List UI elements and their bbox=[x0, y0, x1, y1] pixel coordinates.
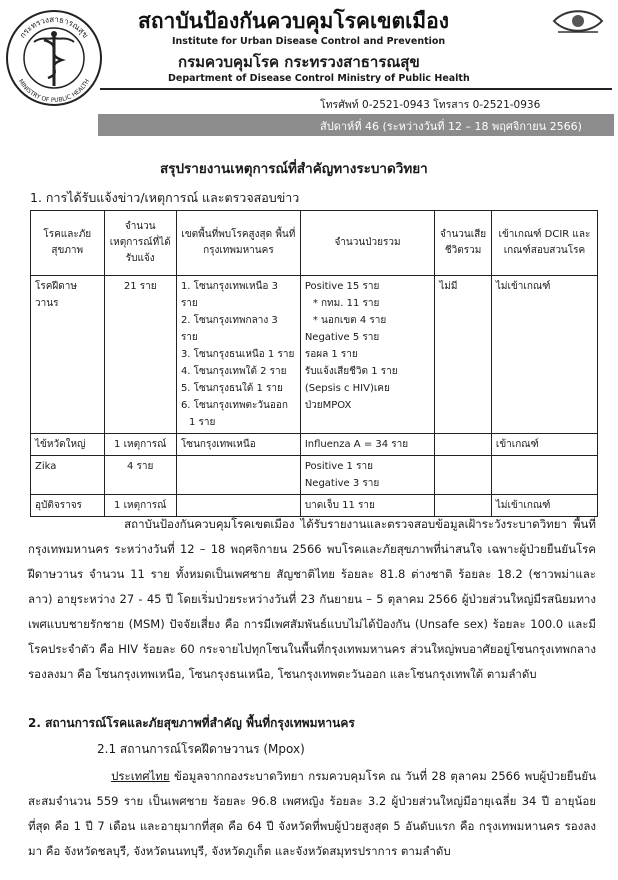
institute-name-th: สถาบันป้องกันควบคุมโรคเขตเมือง bbox=[138, 8, 450, 33]
seal-bottom-text: MINISTRY OF PUBLIC HEALTH bbox=[16, 78, 92, 105]
area-cell bbox=[176, 276, 300, 434]
table-row bbox=[31, 276, 598, 434]
institute-name-en: Institute for Urban Disease Control and Prevention bbox=[172, 36, 446, 47]
subsection-2-1-heading: 2.1 สถานการณ์โรคฝีดาษวานร (Mpox) bbox=[97, 742, 305, 756]
thailand-paragraph bbox=[28, 764, 596, 864]
events-cell: 21 ราย bbox=[104, 276, 176, 434]
contact-info: โทรศัพท์ 0-2521-0943 โทรสาร 0-2521-0936 bbox=[320, 99, 541, 111]
thailand-text: ข้อมูลจากกองระบาดวิทยา กรมควบคุมโรค ณ วันที่ 28 ตุลาคม 2566 พบผู้ป่วยยืนยันสะสมจำนวน 559 ราย เป็นเพศชาย ร้อยละ 96.8 เพศหญิง ร้อยละ 3.2 ผู้ป่วยส่วนใหญ่มีอายุเฉลี่ย 34 ปี อายุน้อยที่สุด คือ 1 ปี 7 เดือน และอายุมากที่สุด คือ 64 ปี จังหวัดที่พบผู้ป่วยสูงสุด 5 อันดับแรก คือ กรุงเทพมหานคร รองลงมา คือ จังหวัดชลบุรี, จังหวัดนนทบุรี, จังหวัดภูเก็ต และจังหวัดสมุทรปราการ ตามลำดับ bbox=[28, 769, 596, 858]
institute-eye-logo-icon bbox=[548, 6, 608, 36]
deaths-cell bbox=[435, 456, 492, 495]
cases-cell bbox=[300, 276, 434, 434]
criteria-cell bbox=[491, 456, 597, 495]
seal-top-text: กระทรวงสาธารณสุข bbox=[17, 14, 91, 40]
disease-cell: อุบัติจราจร bbox=[31, 495, 105, 517]
disease-cell: โรคฝีดาษวานร bbox=[31, 276, 105, 434]
area-item: 1. โซนกรุงเทพเหนือ 3 ราย bbox=[180, 281, 278, 309]
area-item: 3. โซนกรุงธนเหนือ 1 ราย bbox=[180, 349, 295, 360]
cases-cell: บาดเจ็บ 11 ราย bbox=[300, 495, 434, 517]
cases-item: Positive 15 ราย bbox=[304, 281, 380, 292]
thailand-label: ประเทศไทย bbox=[111, 769, 170, 783]
deaths-cell bbox=[435, 434, 492, 456]
area-item: 5. โซนกรุงธนใต้ 1 ราย bbox=[180, 383, 283, 394]
column-header: เข้าเกณฑ์ DCIR และเกณฑ์สอบสวนโรค bbox=[491, 211, 597, 276]
cases-item: * กทม. 11 ราย bbox=[312, 298, 380, 309]
events-cell: 1 เหตุการณ์ bbox=[104, 434, 176, 456]
column-header: โรคและภัยสุขภาพ bbox=[31, 211, 105, 276]
disease-cell: ไข้หวัดใหญ่ bbox=[31, 434, 105, 456]
cases-item: * นอกเขต 4 ราย bbox=[312, 315, 387, 326]
criteria-cell: เข้าเกณฑ์ bbox=[491, 434, 597, 456]
department-name-en: Department of Disease Control Ministry of Public Health bbox=[168, 73, 470, 84]
report-title: สรุปรายงานเหตุการณ์ที่สำคัญทางระบาดวิทยา bbox=[160, 161, 428, 177]
table-row bbox=[31, 456, 598, 495]
area-item: 4. โซนกรุงเทพใต้ 2 ราย bbox=[180, 366, 287, 377]
area-item: 1 ราย bbox=[188, 417, 216, 428]
week-label: สัปดาห์ที่ 46 (ระหว่างวันที่ 12 – 18 พฤศจิกายน 2566) bbox=[320, 120, 582, 133]
cases-cell bbox=[300, 456, 434, 495]
events-table bbox=[30, 210, 598, 517]
column-header: จำนวนเหตุการณ์ที่ได้รับแจ้ง bbox=[104, 211, 176, 276]
column-header: จำนวนเสียชีวิตรวม bbox=[435, 211, 492, 276]
cases-item: Negative 3 ราย bbox=[304, 478, 380, 489]
cases-item: รอผล 1 ราย bbox=[304, 349, 358, 360]
cases-item: Negative 5 ราย bbox=[304, 332, 380, 343]
cases-item: รับแจ้งเสียชีวิต 1 ราย bbox=[304, 366, 398, 377]
area-cell: โซนกรุงเทพเหนือ bbox=[176, 434, 300, 456]
events-cell: 1 เหตุการณ์ bbox=[104, 495, 176, 517]
table-header-row bbox=[31, 211, 598, 276]
cases-cell: Influenza A = 34 ราย bbox=[300, 434, 434, 456]
area-item: 2. โซนกรุงเทพกลาง 3 ราย bbox=[180, 315, 278, 343]
table-row bbox=[31, 434, 598, 456]
disease-cell: Zika bbox=[31, 456, 105, 495]
column-header: จำนวนป่วยรวม bbox=[300, 211, 434, 276]
summary-paragraph: สถาบันป้องกันควบคุมโรคเขตเมือง ได้รับรายงานและตรวจสอบข้อมูลเฝ้าระวังระบาดวิทยา พื้นที่กรุงเทพมหานคร ระหว่างวันที่ 12 – 18 พฤศจิกายน 2566 พบโรคและภัยสุขภาพที่น่าสนใจ เฉพาะผู้ป่วยยืนยันโรคฝีดาษวานร จำนวน 11 ราย ทั้งหมดเป็นเพศชาย สัญชาติไทย ร้อยละ 81.8 ต่างชาติ ร้อยละ 18.2 (ชาวพม่าและลาว) อายุระหว่าง 27 - 45 ปี โดยเริ่มป่วยระหว่างวันที่ 23 กันยายน – 5 ตุลาคม 2566 ผู้ป่วยส่วนใหญ่มีรสนิยมทางเพศแบบชายรักชาย (MSM) ปัจจัยเสี่ยง คือ การมีเพศสัมพันธ์แบบไม่ได้ป้องกัน (Unsafe sex) ร้อยละ 100.0 และมีโรคประจำตัว คือ HIV ร้อยละ 60 กระจายไปทุกโซนในพื้นที่กรุงเทพมหานคร ส่วนใหญ่พบอาศัยอยู่โซนกรุงเทพกลาง รองลงมา คือ โซนกรุงเทพเหนือ, โซนกรุงธนเหนือ, โซนกรุงเทพตะวันออก และโซนกรุงเทพใต้ ตามลำดับ bbox=[28, 517, 596, 681]
section-1-heading: 1. การได้รับแจ้งข่าว/เหตุการณ์ และตรวจสอบข่าว bbox=[30, 190, 300, 205]
section-2-heading: 2. สถานการณ์โรคและภัยสุขภาพที่สำคัญ พื้นที่กรุงเทพมหานคร bbox=[28, 716, 355, 730]
deaths-cell: ไม่มี bbox=[435, 276, 492, 434]
cases-item: (Sepsis c HIV)เคยป่วยMPOX bbox=[304, 383, 390, 411]
events-cell: 4 ราย bbox=[104, 456, 176, 495]
column-header: เขตพื้นที่พบโรคสูงสุด พื้นที่กรุงเทพมหานคร bbox=[176, 211, 300, 276]
criteria-cell: ไม่เข้าเกณฑ์ bbox=[491, 276, 597, 434]
department-name-th: กรมควบคุมโรค กระทรวงสาธารณสุข bbox=[178, 53, 420, 71]
criteria-cell: ไม่เข้าเกณฑ์ bbox=[491, 495, 597, 517]
header-divider bbox=[100, 88, 612, 90]
area-cell bbox=[176, 456, 300, 495]
cases-item: Positive 1 ราย bbox=[304, 461, 373, 472]
area-item: 6. โซนกรุงเทพตะวันออก bbox=[180, 400, 288, 411]
ministry-seal-icon bbox=[4, 6, 104, 110]
